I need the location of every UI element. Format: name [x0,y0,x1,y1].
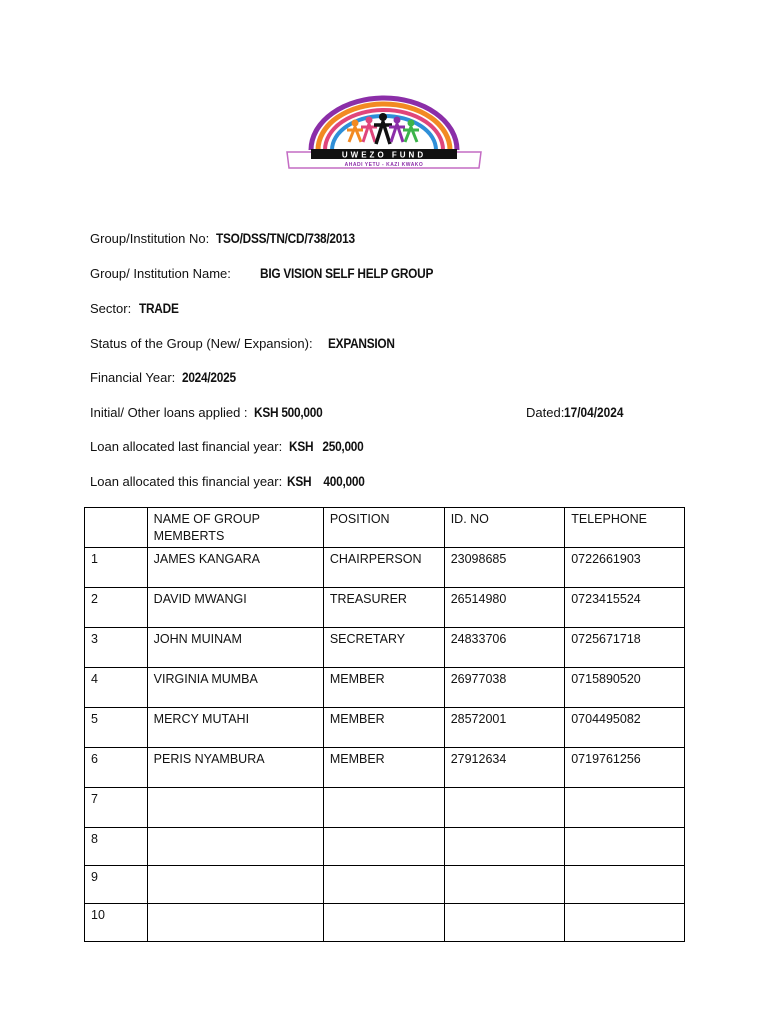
member-name: DAVID MWANGI [147,588,323,628]
member-name: PERIS NYAMBURA [147,748,323,788]
initial-loans-field [90,404,332,422]
member-position [323,866,444,904]
header-cell-name: NAME OF GROUP MEMBERTS [147,508,323,548]
row-number: 4 [85,668,148,708]
table-row [85,588,685,628]
member-position: TREASURER [323,588,444,628]
member-id: 26977038 [444,668,565,708]
financial-year-label: Financial Year: [90,370,176,385]
table-row [85,548,685,588]
status-value: EXPANSION [328,336,395,351]
loan-last-year-field [90,438,374,456]
member-name: JOHN MUINAM [147,628,323,668]
loan-last-year-value: KSH 250,000 [288,439,364,454]
row-number: 8 [85,828,148,866]
uwezo-fund-logo [283,90,485,182]
member-position: MEMBER [323,748,444,788]
group-name-value: BIG VISION SELF HELP GROUP [259,266,433,281]
table-row [85,708,685,748]
member-telephone: 0715890520 [565,668,685,708]
dated-field [526,404,632,422]
table-row [85,788,685,828]
member-name [147,866,323,904]
status-field [90,335,404,353]
member-id [444,904,565,942]
loan-this-year-label: Loan allocated this financial year: [90,474,283,489]
table-row [85,866,685,904]
member-id [444,828,565,866]
member-telephone: 0719761256 [565,748,685,788]
financial-year-value: 2024/2025 [181,370,236,385]
header-cell-number [85,508,148,548]
member-name: JAMES KANGARA [147,548,323,588]
member-telephone: 0704495082 [565,708,685,748]
row-number: 6 [85,748,148,788]
group-number-value: TSO/DSS/TN/CD/738/2013 [215,231,355,246]
member-name [147,788,323,828]
member-id [444,866,565,904]
dated-value: 17/04/2024 [564,405,624,420]
table-header-row [85,508,685,548]
header-cell-telephone: TELEPHONE [565,508,685,548]
initial-loans-value: KSH 500,000 [254,405,323,420]
row-number: 10 [85,904,148,942]
member-id: 27912634 [444,748,565,788]
member-telephone [565,828,685,866]
member-id [444,788,565,828]
logo-figures-icon [347,113,419,144]
member-name: MERCY MUTAHI [147,708,323,748]
table-row [85,628,685,668]
member-telephone [565,788,685,828]
loan-this-year-field [90,473,375,491]
row-number: 3 [85,628,148,668]
sector-value: TRADE [138,301,179,316]
member-id: 24833706 [444,628,565,668]
sector-field [90,300,184,318]
table-row [85,828,685,866]
status-label: Status of the Group (New/ Expansion): [90,336,313,351]
group-name-field [90,265,456,283]
member-position: MEMBER [323,668,444,708]
member-position: MEMBER [323,708,444,748]
member-name [147,828,323,866]
header-cell-position: POSITION [323,508,444,548]
member-position [323,828,444,866]
member-name [147,904,323,942]
logo-tagline: AHADI YETU - KAZI KWAKO [344,162,424,168]
loan-this-year-value: KSH 400,000 [286,474,365,489]
group-number-label: Group/Institution No: [90,231,210,246]
group-members-table [84,507,685,942]
loan-last-year-label: Loan allocated last financial year: [90,439,283,454]
member-position: CHAIRPERSON [323,548,444,588]
member-telephone: 0725671718 [565,628,685,668]
member-position [323,904,444,942]
member-telephone: 0722661903 [565,548,685,588]
table-row [85,904,685,942]
member-id: 23098685 [444,548,565,588]
member-id: 26514980 [444,588,565,628]
member-name: VIRGINIA MUMBA [147,668,323,708]
row-number: 9 [85,866,148,904]
group-name-label: Group/ Institution Name: [90,266,231,281]
member-position [323,788,444,828]
member-telephone [565,904,685,942]
member-position: SECRETARY [323,628,444,668]
row-number: 5 [85,708,148,748]
logo-brand-text: UWEZO FUND [341,150,427,160]
member-id: 28572001 [444,708,565,748]
header-cell-id: ID. NO [444,508,565,548]
table-row [85,748,685,788]
group-number-field [90,230,374,248]
sector-label: Sector: [90,301,132,316]
member-telephone [565,866,685,904]
initial-loans-label: Initial/ Other loans applied : [90,405,248,420]
row-number: 1 [85,548,148,588]
dated-label: Dated: [526,405,565,420]
row-number: 7 [85,788,148,828]
table-row [85,668,685,708]
row-number: 2 [85,588,148,628]
member-telephone: 0723415524 [565,588,685,628]
financial-year-field [90,369,243,387]
